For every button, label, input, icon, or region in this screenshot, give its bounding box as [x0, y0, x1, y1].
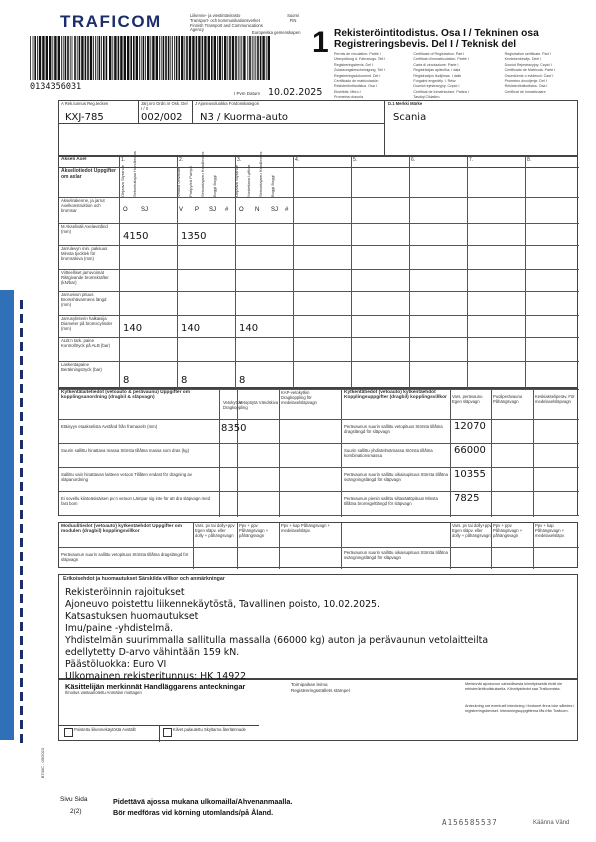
translation-line: Registrācijas apliecība. I daļa	[413, 68, 461, 73]
coupling-condition-value: 10355	[454, 469, 486, 480]
translation-line: Registreringsdokument. Del I	[334, 73, 381, 78]
lien-note-sv: Anteckning om eventuell inteckning i fordonet finns icke således i registreringsbeviset. Inteckningsuppgifterna fås från Traficom.	[465, 704, 575, 713]
conditions-box	[58, 574, 578, 682]
axle-number: 2.	[179, 157, 184, 163]
stamp-title: Toimipaikan leima	[291, 682, 328, 687]
notice-sv: Bör medföras vid körning utomlands/på Åland.	[113, 808, 274, 817]
vehicle-info	[58, 100, 578, 156]
coupling-row-label: Sallittu vain hinattavan laitteen vetoon Tillåten endast för dragning av släpanordning	[61, 472, 192, 482]
coupling-condition-value: 7825	[454, 493, 480, 504]
country-code: Suomi FIN	[287, 13, 299, 23]
axle-value: 140	[181, 323, 201, 334]
coupling-title: Kytkentälaitetiedot (vetoauto & perävaunu) Uppgifter om kopplingsanordning (dragbil & släpvagn)	[61, 390, 190, 400]
axle-column-head: Ohjaava Styrande	[120, 164, 125, 197]
deregistered-label: Poistettu liikennekäytöstä Avställt	[74, 727, 136, 732]
plates-returned-checkbox[interactable]	[163, 728, 172, 737]
modular-col-2: Ppv + ppv Påhängsvagn + påhängsvagn	[239, 523, 269, 538]
translation-line: Dowód rejestracyjny. Część I	[413, 84, 460, 89]
section-number: 1	[312, 26, 329, 59]
axle-value: 8	[123, 375, 130, 386]
axle-number: 8.	[527, 157, 532, 163]
axle-row-label: Viitteelliset jarruvoimat Riktgivande bromskrafter (kN/bar)	[61, 270, 109, 285]
condition-line: Yhdistelmän suurimmalla sallitulla massalla (66000 kg) auton ja perävaunun vetolaitteilta	[65, 635, 489, 646]
axle-construction-code: SJ	[271, 207, 279, 213]
axle-number: 3.	[237, 157, 242, 163]
translation-line: Tasdiqi Ciklaštru	[413, 95, 440, 100]
turn-page-label: Käänna Vänd	[533, 820, 570, 826]
handler-title: Käsittelijän merkinnät Handläggarens anteckningar	[65, 682, 246, 691]
axle-construction-code: O	[123, 207, 128, 213]
modular-col-2-right: Ppv + ppv Påhängsvagn + påhängsvagn	[493, 523, 523, 538]
serial-number: A156585537	[442, 818, 498, 827]
modular-col-1-right: Vars. pv tai dolly+ppv Egen släpv. eller dolly + påhängsvagn	[452, 523, 492, 538]
translation-line: Kentekenbewijs. Deel I	[504, 57, 542, 62]
axle-construction-code: #	[225, 207, 229, 213]
col-vetopoyta: Vetopöytä Vändskiva	[239, 400, 279, 405]
axle-row-label: Jarrusylinterin halkaisija Diameter på bromscylinder (mm)	[61, 316, 113, 331]
axle-table	[58, 151, 578, 388]
notice-fi: Pidettävä ajossa mukana ulkomailla/Ahvenanmaalla.	[113, 797, 293, 806]
condition-line: Ajoneuvo poistettu liikennekäytöstä, Tavallinen poisto, 10.02.2025.	[65, 599, 380, 610]
axle-construction-code: SJ	[141, 207, 149, 213]
agency-name: Liikenne- ja viestintävirasto Transport- och kommunikationsverket Finnish Transport and Communications Agency	[190, 13, 263, 33]
order-label: Järj.nro Ordn.nr Osk. Del I / II	[141, 101, 188, 111]
coupling-row-label: Suurin sallittu hinattava massa Största tillåtna massa som dras (kg)	[61, 448, 190, 453]
handler-subtitle: Ilmoitus vastaanotettu Anmälan mottagen	[65, 690, 142, 695]
translation-line: Certificado de Matrícula. Parte I	[504, 68, 556, 73]
col-vetokytkin: Vetokytkin Dragkoppling	[223, 400, 248, 410]
axle-row-label: M Akseliväli Axelavstånd (mm)	[61, 224, 108, 234]
axle-value: 140	[239, 323, 259, 334]
modular-col-1: Vars. pv tai dolly+ppv Egen släpv. eller dolly + påhängsvagn	[195, 523, 235, 538]
modular-title: Moduulitiedot (vetoauto) kytkentäehdot Uppgifter om modulen (dragbil) kopplingsvillkor	[61, 524, 182, 534]
make-label: D.1 Merkki Märke	[388, 101, 423, 106]
modular-col-3-right: Ppv + kap Påhängsvagn + medelaxelsläpv.	[535, 523, 565, 538]
col-kap: KAP-vetokytkin Dragkoppling för medelaxelsläpvagn	[281, 390, 317, 405]
translation-line: Certificat de înmatriculare	[504, 89, 546, 94]
translation-line: Dowód Rejestracyjny. Część I	[504, 62, 553, 67]
condition-line: Ulkomainen rekisteritunnus: HK 14922	[65, 671, 247, 682]
axle-construction-code: P	[195, 207, 200, 213]
coupling-condition-value: 12070	[454, 421, 486, 432]
translation-line: Registration certificate. Part I	[504, 52, 551, 56]
coupling-value: 8350	[221, 423, 247, 434]
coupling-condition-label: Perävaunun suurin sallittu oikaisupituus Största tillåtna svängningslängd för släpvagn	[344, 472, 448, 482]
barcode-number: 0134356031	[30, 82, 82, 92]
axle-column-head: Seisontajarru Handbroms	[258, 151, 263, 197]
axle-column-head: Sekoeluitajaa Handbroms	[132, 151, 137, 197]
axle-label: Akseli Axel	[61, 157, 87, 162]
translation-line: Certificate of Registration. Part I	[413, 52, 465, 56]
axle-number: 4.	[295, 157, 300, 163]
condition-line: Rekisteröinnin rajoitukset	[65, 587, 185, 598]
axle-title: Akseliotiedot Uppgifter om axlar	[61, 168, 117, 180]
coupling-conditions-title: Kytkentätiedot (vetoauto) kytkentäehdot Kopplingsuppgifter (dragbil) kopplingsvillkor	[344, 390, 447, 400]
condition-line: Katsastuksen huomautukset	[65, 611, 199, 622]
coupling-condition-label: Suurin sallittu yhdistelmämassa Största tillåtna kombinationsmassa	[344, 448, 433, 458]
reg-label: A Rek.tunnus Reg.tecken	[61, 101, 109, 106]
translation-line: Registreringsbevis. Del I	[334, 62, 373, 67]
date-value: 10.02.2025	[268, 87, 323, 98]
document-title: Rekisteröintitodistus. Osa I / Tekninen osa Registreringsbevis. Del I / Teknisk del	[334, 28, 539, 50]
axle-row-label: Jarrulevyn min. paksuus Minsta tjocklek för bromsskiva (mm)	[61, 246, 108, 261]
translation-line: Prometna dozvola	[334, 95, 363, 100]
axle-row-label: Akselirakenne, ja jarrut Axelkonstruktion och bromsar	[61, 198, 105, 213]
axle-row-label: Laskentapaine Beräkningstryck (bar)	[61, 362, 102, 372]
vehicle-make: Scania	[393, 112, 427, 123]
translation-line: Permis de circulation. Partie I	[334, 52, 381, 56]
col-puoliperavaunu: Puoliperävaunu Påhängsvagn	[493, 394, 523, 404]
condition-line: Imu/paine -yhdistelmä.	[65, 623, 174, 634]
translations	[334, 52, 584, 101]
lien-note-fi: Merkinnät ajoneuvon vahdollisesta kiinnityksestä eivät ole rekisteröintitodistuksella. Kiinnitystiedot saa Traficomista.	[465, 682, 563, 691]
axle-column-head: Seisontajarru Handbroms	[200, 151, 205, 197]
coupling-condition-label: Perävaunun suurin sallittu vetopituus Största tillåtna dragslängd för släpvagn	[344, 424, 443, 434]
axle-value: 8	[181, 375, 188, 386]
coupling-condition-value: 66000	[454, 445, 486, 456]
page-number: 2(2)	[70, 808, 82, 815]
axle-column-head: Nostettava Lyftbar	[246, 164, 251, 197]
plates-returned-label: Kilvet palautettu Skyltarna återlämnade	[173, 727, 246, 732]
eu-label: Europeiska gemenskapen	[252, 30, 301, 35]
translation-line: Osvedčenie o evidencii. Časť I	[504, 73, 554, 78]
translation-line: Registracijos liudijimas. I dalis	[413, 73, 462, 78]
axle-row-label: ALB:n tark. paine Kontrolltryck på ALB (bar)	[61, 338, 110, 348]
translation-line: Zulassungsbescheinigung. Teil I	[334, 68, 385, 73]
translation-line: Überprüfung d. Fahrzeugs. Teil I	[334, 57, 386, 62]
axle-number: 1.	[121, 157, 126, 163]
col-oma-peravaunu: Vars. perävaunu Egen släpvagn	[452, 394, 483, 404]
axle-row-label: Jarruvivun pituus Bromshävarmens längd (mm)	[61, 292, 107, 307]
deregistered-checkbox[interactable]	[64, 728, 73, 737]
modular-col-3: Ppv + kap Påhängsvagn + medelaxelsläpv.	[281, 523, 331, 533]
axle-value: 8	[239, 375, 246, 386]
order-number: 002/002	[141, 112, 183, 123]
axle-construction-code: N	[255, 207, 260, 213]
security-strip	[0, 290, 14, 740]
page-label: Sivu Sida	[60, 796, 88, 803]
condition-line: edellytetty D-arvo vähintään 159 kN.	[65, 647, 240, 658]
axle-construction-code: V	[179, 207, 184, 213]
handler-box	[58, 679, 578, 741]
barcode	[30, 36, 272, 84]
reg-number: KXJ-785	[65, 112, 104, 123]
translation-line: Certificat de înmatriculare. Partea I	[413, 89, 469, 94]
modular-row-label-right: Perävaunun suurin sallittu oikaisupituus Största tillåtna svängningslängd för släpvagn	[344, 550, 448, 560]
translation-line: Certificado de matriculación	[334, 79, 379, 84]
translation-line: Rekisteröintitodistus. Osa I	[334, 84, 377, 89]
translation-line: Rekisteröintitodistus. Osa I	[504, 84, 548, 89]
translation-line: Forgalmi engedély. I. Rész	[413, 79, 456, 84]
date-label: I Pvm Datum	[234, 91, 261, 96]
form-code: B700C - 09/2023	[40, 748, 45, 779]
axle-column-head: Boggi Boggi	[270, 175, 275, 197]
translation-line: Certificat d'immatriculation. Partie I	[413, 57, 469, 62]
axle-value: 4150	[123, 231, 149, 242]
translation-line: Ekshibits. Mbro.I	[334, 89, 361, 94]
axle-number: 5.	[353, 157, 358, 163]
axle-construction-code: O	[239, 207, 244, 213]
translation-line: Carta di circolazione. Parte I	[413, 62, 459, 67]
axle-column-head: Boggi Boggi	[212, 175, 217, 197]
coupling-row-label: Ei sovellu kiinteäsisäisen pv:n vetoon Lämpar sig inte för att dra släpvagn med fast bom	[61, 496, 211, 506]
condition-line: Päästöluokka: Euro VI	[65, 659, 167, 670]
conditions-title: Erikoisehdot ja huomautukset Särskilda villkor och anmärkningar	[63, 576, 225, 582]
axle-column-head: Paripyörä Parhjul	[188, 166, 193, 197]
axle-column-head: Vetävä Drivande	[176, 167, 181, 197]
vehicle-category: N3 / Kuorma-auto	[200, 112, 289, 123]
category-label: J Ajoneuvoluokka Fordonskategori	[195, 101, 260, 106]
axle-number: 6.	[411, 157, 416, 163]
axle-number: 7.	[469, 157, 474, 163]
axle-value: 1350	[181, 231, 207, 242]
axle-column-head: Ohjaava Styrande	[234, 164, 239, 197]
axle-construction-code: #	[285, 207, 289, 213]
translation-line: Prometno dovoljenje. Del I	[504, 79, 547, 84]
modular-row-label: Perävaunun suurin sallittu vetopituus Största tillåtna dragslängd för släpvagn	[61, 552, 189, 562]
axle-construction-code: SJ	[209, 207, 217, 213]
coupling-section	[58, 388, 578, 516]
coupling-row-label: Etäisyys etuakselista Avstånd från framaxeln (mm)	[61, 424, 158, 429]
stamp-subtitle: Registreringsställets stämpel	[291, 688, 350, 693]
modular-section	[58, 522, 578, 568]
coupling-condition-label: Perävaunun pienin sallittu siltasäätöpituus Minsta tillåtna bromsgeltlängd för släpvagn	[344, 496, 438, 506]
col-keskiakseli: Keskiakseliperäv. För medelaxelsläpvagn	[535, 394, 575, 404]
traficom-logo: TRAFICOM	[60, 12, 162, 31]
axle-value: 140	[123, 323, 143, 334]
